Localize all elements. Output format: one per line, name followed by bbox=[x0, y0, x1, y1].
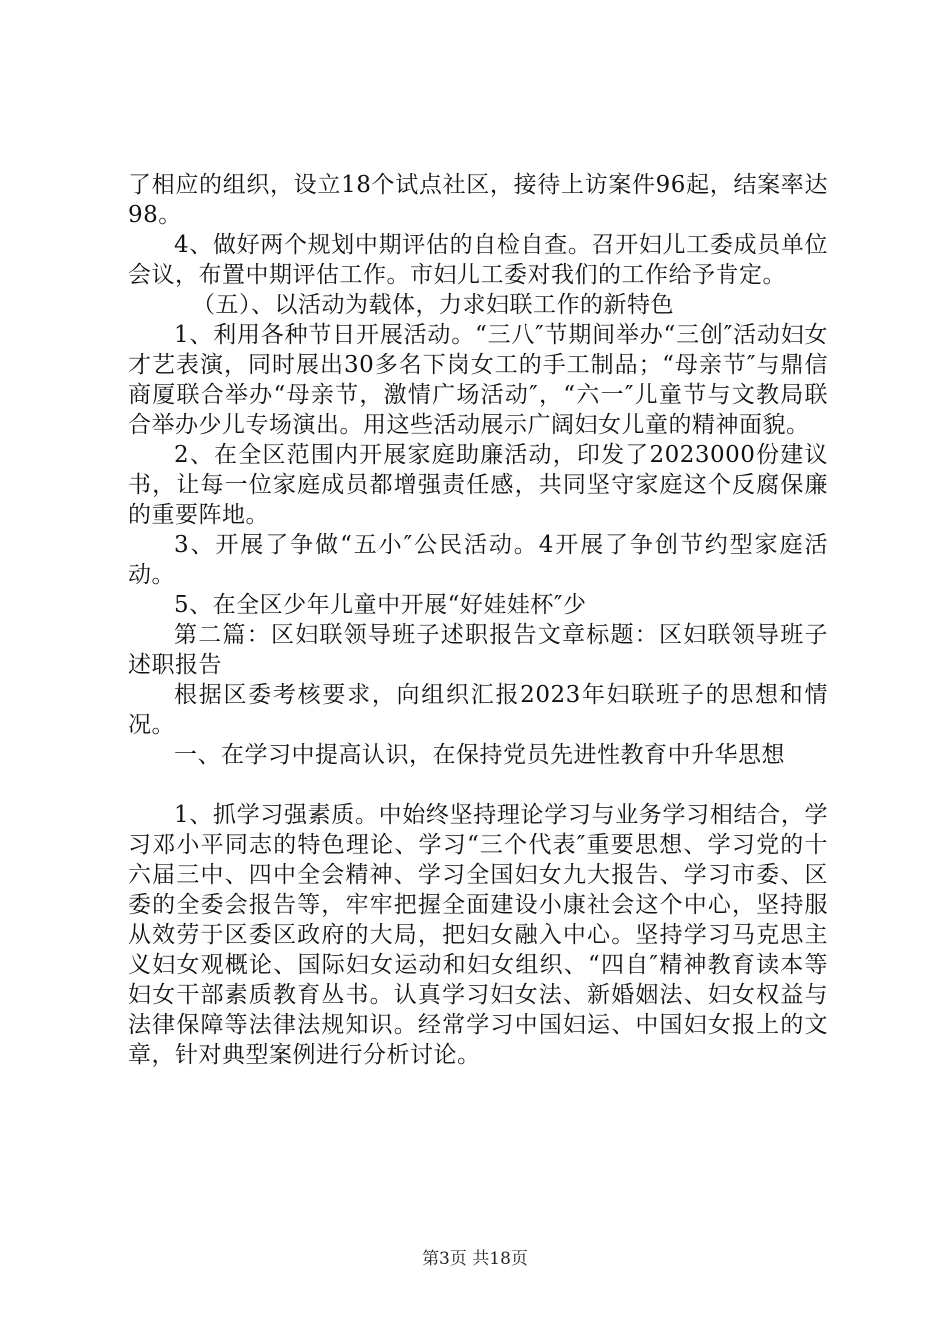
paragraph-2: 4、做好两个规划中期评估的自检自查。召开妇儿工委成员单位会议，布置中期评估工作。市妇儿工委对我们的工作给予肯定。 bbox=[128, 232, 828, 288]
section-heading-5: （五）、以活动为载体，力求妇联工作的新特色 bbox=[192, 292, 674, 318]
paragraph-4: 2、在全区范围内开展家庭助廉活动，印发了2023000份建议书，让每一位家庭成员都增强责任感，共同坚守家庭这个反腐保廉的重要阵地。 bbox=[128, 442, 828, 528]
paragraph-3: 1、利用各种节日开展活动。“三八″节期间举办“三创″活动妇女才艺表演，同时展出30多名下岗女工的手工制品；“母亲节″与鼎信商厦联合举办“母亲节，激情广场活动″，“六一″儿童节与文教局联合举办少儿专场演出。用这些活动展示广阔妇女儿童的精神面貌。 bbox=[128, 322, 828, 438]
paragraph-6: 5、在全区少年儿童中开展“好娃娃杯″少 bbox=[174, 592, 587, 618]
paragraph-5: 3、开展了争做“五小″公民活动。4开展了争创节约型家庭活动。 bbox=[128, 532, 828, 588]
section-heading-1: 一、在学习中提高认识，在保持党员先进性教育中升华思想 bbox=[174, 742, 785, 768]
paragraph-gap bbox=[128, 770, 828, 800]
page-number-footer: 第3页 共18页 bbox=[422, 1249, 528, 1269]
document-body bbox=[128, 170, 828, 1070]
paragraph-1: 了相应的组织，设立18个试点社区，接待上访案件96起，结案率达98。 bbox=[128, 172, 828, 228]
chapter-title: 第二篇：区妇联领导班子述职报告文章标题：区妇联领导班子述职报告 bbox=[128, 622, 828, 678]
paragraph-7: 根据区委考核要求，向组织汇报2023年妇联班子的思想和情况。 bbox=[128, 682, 828, 738]
paragraph-8: 1、抓学习强素质。中始终坚持理论学习与业务学习相结合，学习邓小平同志的特色理论、学习“三个代表″重要思想、学习党的十六届三中、四中全会精神、学习全国妇女九大报告、学习市委、区委的全委会报告等，牢牢把握全面建设小康社会这个中心，坚持服从效劳于区委区政府的大局，把妇女融入中心。坚持学习马克思主义妇女观概论、国际妇女运动和妇女组织、“四自″精神教育读本等妇女干部素质教育丛书。认真学习妇女法、新婚姻法、妇女权益与法律保障等法律法规知识。经常学习中国妇运、中国妇女报上的文章，针对典型案例进行分析讨论。 bbox=[128, 802, 828, 1068]
